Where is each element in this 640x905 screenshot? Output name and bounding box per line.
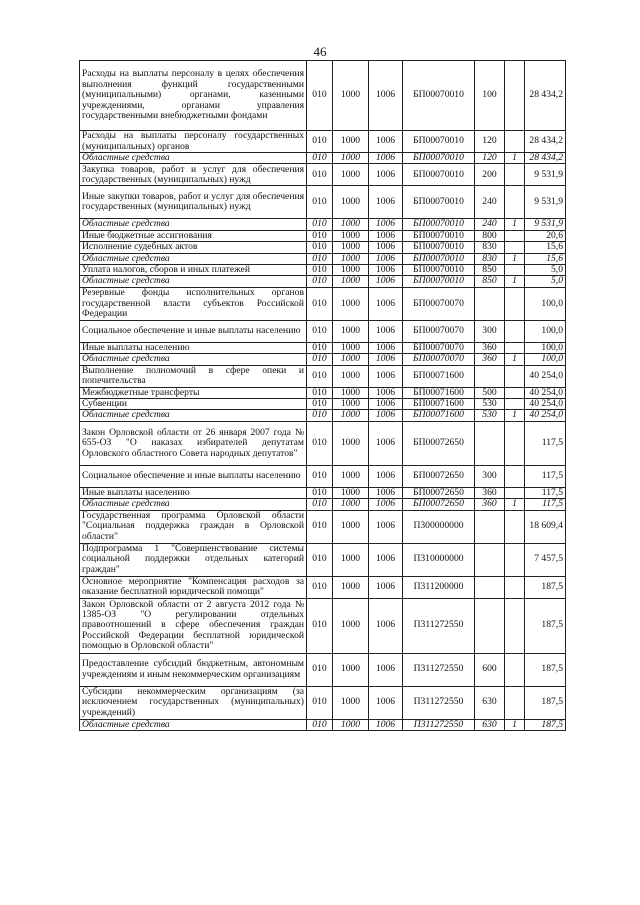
ministry-code-cell: 010: [307, 253, 333, 264]
table-row: [80, 510, 566, 543]
section-code-cell: 1000: [333, 276, 369, 287]
expense-type-code-cell: [475, 598, 505, 653]
expense-type-code-cell: 120: [475, 131, 505, 153]
ministry-code-cell: 010: [307, 410, 333, 421]
ministry-code-cell: 010: [307, 320, 333, 342]
table-row: [80, 598, 566, 653]
amount-cell: 100,0: [525, 354, 566, 365]
row-name-cell: Иные закупки товаров, работ и услуг для обеспечения государственных (муниципальных) нужд: [80, 186, 307, 219]
row-name-cell: Государственная программа Орловской области "Социальная поддержка граждан в Орловской области": [80, 510, 307, 543]
section-code-cell: 1000: [333, 253, 369, 264]
funding-source-code-cell: 1: [505, 410, 525, 421]
budget-table: [79, 60, 566, 731]
table-row: [80, 164, 566, 186]
expense-type-code-cell: 830: [475, 253, 505, 264]
amount-cell: 40 254,0: [525, 399, 566, 410]
subsection-code-cell: 1006: [369, 164, 403, 186]
target-article-code-cell: БП00072650: [403, 487, 475, 498]
table-row: [80, 410, 566, 421]
budget-table-body: [80, 61, 566, 731]
row-name-cell: Подпрограмма 1 "Совершенствование системы социальной поддержки отдельных категорий граждан": [80, 543, 307, 576]
funding-source-code-cell: [505, 387, 525, 398]
target-article-code-cell: П310000000: [403, 543, 475, 576]
section-code-cell: 1000: [333, 230, 369, 241]
funding-source-code-cell: [505, 164, 525, 186]
funding-source-code-cell: [505, 653, 525, 686]
row-name-cell: Областные средства: [80, 719, 307, 730]
amount-cell: 20,6: [525, 230, 566, 241]
table-row: [80, 131, 566, 153]
subsection-code-cell: 1006: [369, 61, 403, 131]
target-article-code-cell: БП00070010: [403, 276, 475, 287]
table-row: [80, 186, 566, 219]
amount-cell: 187,5: [525, 686, 566, 719]
subsection-code-cell: 1006: [369, 410, 403, 421]
subsection-code-cell: 1006: [369, 354, 403, 365]
table-row: [80, 287, 566, 320]
section-code-cell: 1000: [333, 387, 369, 398]
subsection-code-cell: 1006: [369, 421, 403, 465]
subsection-code-cell: 1006: [369, 219, 403, 230]
subsection-code-cell: 1006: [369, 186, 403, 219]
row-name-cell: Социальное обеспечение и иные выплаты населению: [80, 320, 307, 342]
expense-type-code-cell: 120: [475, 153, 505, 164]
expense-type-code-cell: 360: [475, 354, 505, 365]
expense-type-code-cell: 300: [475, 320, 505, 342]
target-article-code-cell: БП00070070: [403, 342, 475, 353]
subsection-code-cell: 1006: [369, 242, 403, 253]
row-name-cell: Межбюджетные трансферты: [80, 387, 307, 398]
table-row: [80, 653, 566, 686]
funding-source-code-cell: 1: [505, 153, 525, 164]
amount-cell: 187,5: [525, 576, 566, 598]
ministry-code-cell: 010: [307, 287, 333, 320]
table-row: [80, 487, 566, 498]
subsection-code-cell: 1006: [369, 287, 403, 320]
subsection-code-cell: 1006: [369, 253, 403, 264]
amount-cell: 9 531,9: [525, 164, 566, 186]
ministry-code-cell: 010: [307, 543, 333, 576]
amount-cell: 9 531,9: [525, 186, 566, 219]
ministry-code-cell: 010: [307, 61, 333, 131]
expense-type-code-cell: 850: [475, 276, 505, 287]
funding-source-code-cell: [505, 598, 525, 653]
expense-type-code-cell: [475, 576, 505, 598]
table-row: [80, 365, 566, 387]
funding-source-code-cell: 1: [505, 219, 525, 230]
expense-type-code-cell: 240: [475, 219, 505, 230]
section-code-cell: 1000: [333, 320, 369, 342]
subsection-code-cell: 1006: [369, 686, 403, 719]
target-article-code-cell: БП00070010: [403, 219, 475, 230]
ministry-code-cell: 010: [307, 342, 333, 353]
amount-cell: 15,6: [525, 253, 566, 264]
table-row: [80, 253, 566, 264]
target-article-code-cell: БП00070010: [403, 230, 475, 241]
funding-source-code-cell: [505, 342, 525, 353]
section-code-cell: 1000: [333, 399, 369, 410]
section-code-cell: 1000: [333, 487, 369, 498]
expense-type-code-cell: 530: [475, 410, 505, 421]
ministry-code-cell: 010: [307, 510, 333, 543]
amount-cell: 187,5: [525, 719, 566, 730]
funding-source-code-cell: [505, 421, 525, 465]
section-code-cell: 1000: [333, 410, 369, 421]
row-name-cell: Областные средства: [80, 253, 307, 264]
table-row: [80, 387, 566, 398]
row-name-cell: Областные средства: [80, 499, 307, 510]
expense-type-code-cell: 600: [475, 653, 505, 686]
row-name-cell: Исполнение судебных актов: [80, 242, 307, 253]
subsection-code-cell: 1006: [369, 543, 403, 576]
target-article-code-cell: БП00071600: [403, 365, 475, 387]
funding-source-code-cell: [505, 230, 525, 241]
target-article-code-cell: БП00071600: [403, 387, 475, 398]
table-row: [80, 576, 566, 598]
target-article-code-cell: БП00070070: [403, 354, 475, 365]
section-code-cell: 1000: [333, 242, 369, 253]
amount-cell: 117,5: [525, 465, 566, 487]
row-name-cell: Областные средства: [80, 410, 307, 421]
target-article-code-cell: П311272550: [403, 653, 475, 686]
subsection-code-cell: 1006: [369, 153, 403, 164]
table-row: [80, 265, 566, 276]
amount-cell: 117,5: [525, 499, 566, 510]
target-article-code-cell: БП00070010: [403, 131, 475, 153]
funding-source-code-cell: 1: [505, 499, 525, 510]
funding-source-code-cell: [505, 399, 525, 410]
expense-type-code-cell: 500: [475, 387, 505, 398]
row-name-cell: Иные выплаты населению: [80, 487, 307, 498]
ministry-code-cell: 010: [307, 719, 333, 730]
row-name-cell: Закупка товаров, работ и услуг для обеспечения государственных (муниципальных) нужд: [80, 164, 307, 186]
section-code-cell: 1000: [333, 719, 369, 730]
row-name-cell: Субсидии некоммерческим организациям (за исключением государственных (муниципальных) учреждений): [80, 686, 307, 719]
subsection-code-cell: 1006: [369, 719, 403, 730]
row-name-cell: Закон Орловской области от 2 августа 2012 года № 1385-ОЗ "О регулировании отдельных правоотношений в сфере обеспечения граждан Российской Федерации бесплатной юридической помощью в Орловской области": [80, 598, 307, 653]
ministry-code-cell: 010: [307, 354, 333, 365]
amount-cell: 28 434,2: [525, 61, 566, 131]
expense-type-code-cell: [475, 543, 505, 576]
section-code-cell: 1000: [333, 365, 369, 387]
table-row: [80, 230, 566, 241]
table-row: [80, 61, 566, 131]
target-article-code-cell: БП00072650: [403, 421, 475, 465]
expense-type-code-cell: 630: [475, 686, 505, 719]
row-name-cell: Предоставление субсидий бюджетным, автономным учреждениям и иным некоммерческим организациям: [80, 653, 307, 686]
subsection-code-cell: 1006: [369, 320, 403, 342]
target-article-code-cell: БП00070010: [403, 242, 475, 253]
target-article-code-cell: П300000000: [403, 510, 475, 543]
expense-type-code-cell: 530: [475, 399, 505, 410]
target-article-code-cell: П311272550: [403, 686, 475, 719]
funding-source-code-cell: [505, 576, 525, 598]
subsection-code-cell: 1006: [369, 342, 403, 353]
funding-source-code-cell: [505, 487, 525, 498]
ministry-code-cell: 010: [307, 487, 333, 498]
table-row: [80, 342, 566, 353]
ministry-code-cell: 010: [307, 399, 333, 410]
expense-type-code-cell: 850: [475, 265, 505, 276]
ministry-code-cell: 010: [307, 686, 333, 719]
subsection-code-cell: 1006: [369, 510, 403, 543]
funding-source-code-cell: [505, 287, 525, 320]
row-name-cell: Резервные фонды исполнительных органов государственной власти субъектов Российской Федерации: [80, 287, 307, 320]
expense-type-code-cell: 630: [475, 719, 505, 730]
row-name-cell: Выполнение полномочий в сфере опеки и попечительства: [80, 365, 307, 387]
subsection-code-cell: 1006: [369, 487, 403, 498]
funding-source-code-cell: [505, 510, 525, 543]
amount-cell: 18 609,4: [525, 510, 566, 543]
amount-cell: 40 254,0: [525, 410, 566, 421]
amount-cell: 7 457,5: [525, 543, 566, 576]
target-article-code-cell: БП00070070: [403, 320, 475, 342]
ministry-code-cell: 010: [307, 598, 333, 653]
section-code-cell: 1000: [333, 499, 369, 510]
funding-source-code-cell: [505, 61, 525, 131]
row-name-cell: Расходы на выплаты персоналу в целях обеспечения выполнения функций государственными (муниципальными) органами, казенными учреждениями, органами управления государственными внебюджетными фондами: [80, 61, 307, 131]
section-code-cell: 1000: [333, 219, 369, 230]
expense-type-code-cell: 360: [475, 342, 505, 353]
subsection-code-cell: 1006: [369, 365, 403, 387]
section-code-cell: 1000: [333, 265, 369, 276]
ministry-code-cell: 010: [307, 265, 333, 276]
subsection-code-cell: 1006: [369, 387, 403, 398]
subsection-code-cell: 1006: [369, 465, 403, 487]
target-article-code-cell: БП00070010: [403, 153, 475, 164]
section-code-cell: 1000: [333, 131, 369, 153]
funding-source-code-cell: 1: [505, 719, 525, 730]
expense-type-code-cell: 360: [475, 487, 505, 498]
target-article-code-cell: БП00070010: [403, 186, 475, 219]
amount-cell: 117,5: [525, 421, 566, 465]
ministry-code-cell: 010: [307, 164, 333, 186]
table-row: [80, 465, 566, 487]
page-number: 46: [313, 44, 327, 59]
funding-source-code-cell: [505, 686, 525, 719]
target-article-code-cell: БП00070010: [403, 61, 475, 131]
section-code-cell: 1000: [333, 465, 369, 487]
section-code-cell: 1000: [333, 153, 369, 164]
ministry-code-cell: 010: [307, 276, 333, 287]
expense-type-code-cell: 300: [475, 465, 505, 487]
table-row: [80, 153, 566, 164]
table-row: [80, 686, 566, 719]
row-name-cell: Областные средства: [80, 354, 307, 365]
section-code-cell: 1000: [333, 576, 369, 598]
target-article-code-cell: БП00070010: [403, 265, 475, 276]
expense-type-code-cell: 800: [475, 230, 505, 241]
amount-cell: 117,5: [525, 487, 566, 498]
funding-source-code-cell: [505, 320, 525, 342]
expense-type-code-cell: 200: [475, 164, 505, 186]
amount-cell: 100,0: [525, 320, 566, 342]
table-row: [80, 320, 566, 342]
section-code-cell: 1000: [333, 421, 369, 465]
ministry-code-cell: 010: [307, 421, 333, 465]
amount-cell: 187,5: [525, 653, 566, 686]
expense-type-code-cell: [475, 365, 505, 387]
row-name-cell: Субвенции: [80, 399, 307, 410]
ministry-code-cell: 010: [307, 387, 333, 398]
amount-cell: 15,6: [525, 242, 566, 253]
ministry-code-cell: 010: [307, 465, 333, 487]
funding-source-code-cell: [505, 131, 525, 153]
funding-source-code-cell: 1: [505, 253, 525, 264]
amount-cell: 5,0: [525, 265, 566, 276]
row-name-cell: Иные выплаты населению: [80, 342, 307, 353]
subsection-code-cell: 1006: [369, 399, 403, 410]
funding-source-code-cell: 1: [505, 354, 525, 365]
target-article-code-cell: БП00071600: [403, 399, 475, 410]
target-article-code-cell: БП00070070: [403, 287, 475, 320]
table-row: [80, 399, 566, 410]
ministry-code-cell: 010: [307, 131, 333, 153]
funding-source-code-cell: [505, 186, 525, 219]
expense-type-code-cell: [475, 510, 505, 543]
target-article-code-cell: БП00072650: [403, 465, 475, 487]
row-name-cell: Закон Орловской области от 26 января 2007 года № 655-ОЗ "О наказах избирателей депутатам Орловского областного Совета народных депутатов": [80, 421, 307, 465]
row-name-cell: Областные средства: [80, 276, 307, 287]
subsection-code-cell: 1006: [369, 230, 403, 241]
section-code-cell: 1000: [333, 598, 369, 653]
table-row: [80, 354, 566, 365]
table-row: [80, 219, 566, 230]
section-code-cell: 1000: [333, 686, 369, 719]
amount-cell: 40 254,0: [525, 365, 566, 387]
target-article-code-cell: БП00071600: [403, 410, 475, 421]
section-code-cell: 1000: [333, 342, 369, 353]
row-name-cell: Иные бюджетные ассигнования: [80, 230, 307, 241]
table-row: [80, 543, 566, 576]
expense-type-code-cell: 100: [475, 61, 505, 131]
table-row: [80, 242, 566, 253]
row-name-cell: Областные средства: [80, 219, 307, 230]
expense-type-code-cell: 830: [475, 242, 505, 253]
section-code-cell: 1000: [333, 164, 369, 186]
table-row: [80, 719, 566, 730]
ministry-code-cell: 010: [307, 186, 333, 219]
expense-type-code-cell: [475, 287, 505, 320]
amount-cell: 9 531,9: [525, 219, 566, 230]
funding-source-code-cell: [505, 543, 525, 576]
subsection-code-cell: 1006: [369, 131, 403, 153]
target-article-code-cell: П311200000: [403, 576, 475, 598]
funding-source-code-cell: [505, 242, 525, 253]
section-code-cell: 1000: [333, 61, 369, 131]
funding-source-code-cell: [505, 265, 525, 276]
section-code-cell: 1000: [333, 287, 369, 320]
section-code-cell: 1000: [333, 653, 369, 686]
table-row: [80, 421, 566, 465]
ministry-code-cell: 010: [307, 219, 333, 230]
row-name-cell: Расходы на выплаты персоналу государственных (муниципальных) органов: [80, 131, 307, 153]
section-code-cell: 1000: [333, 354, 369, 365]
row-name-cell: Социальное обеспечение и иные выплаты населению: [80, 465, 307, 487]
ministry-code-cell: 010: [307, 653, 333, 686]
table-row: [80, 276, 566, 287]
ministry-code-cell: 010: [307, 153, 333, 164]
funding-source-code-cell: [505, 365, 525, 387]
expense-type-code-cell: 360: [475, 499, 505, 510]
amount-cell: 100,0: [525, 287, 566, 320]
ministry-code-cell: 010: [307, 230, 333, 241]
subsection-code-cell: 1006: [369, 276, 403, 287]
table-row: [80, 499, 566, 510]
subsection-code-cell: 1006: [369, 653, 403, 686]
amount-cell: 40 254,0: [525, 387, 566, 398]
subsection-code-cell: 1006: [369, 265, 403, 276]
target-article-code-cell: БП00070010: [403, 253, 475, 264]
amount-cell: 28 434,2: [525, 153, 566, 164]
section-code-cell: 1000: [333, 186, 369, 219]
subsection-code-cell: 1006: [369, 499, 403, 510]
amount-cell: 28 434,2: [525, 131, 566, 153]
ministry-code-cell: 010: [307, 242, 333, 253]
row-name-cell: Уплата налогов, сборов и иных платежей: [80, 265, 307, 276]
expense-type-code-cell: [475, 421, 505, 465]
section-code-cell: 1000: [333, 510, 369, 543]
amount-cell: 187,5: [525, 598, 566, 653]
expense-type-code-cell: 240: [475, 186, 505, 219]
ministry-code-cell: 010: [307, 499, 333, 510]
row-name-cell: Основное мероприятие "Компенсация расходов за оказание бесплатной юридической помощи": [80, 576, 307, 598]
target-article-code-cell: П311272550: [403, 598, 475, 653]
amount-cell: 100,0: [525, 342, 566, 353]
section-code-cell: 1000: [333, 543, 369, 576]
target-article-code-cell: БП00070010: [403, 164, 475, 186]
funding-source-code-cell: [505, 465, 525, 487]
ministry-code-cell: 010: [307, 576, 333, 598]
funding-source-code-cell: 1: [505, 276, 525, 287]
row-name-cell: Областные средства: [80, 153, 307, 164]
subsection-code-cell: 1006: [369, 576, 403, 598]
ministry-code-cell: 010: [307, 365, 333, 387]
target-article-code-cell: БП00072650: [403, 499, 475, 510]
amount-cell: 5,0: [525, 276, 566, 287]
target-article-code-cell: П311272550: [403, 719, 475, 730]
subsection-code-cell: 1006: [369, 598, 403, 653]
